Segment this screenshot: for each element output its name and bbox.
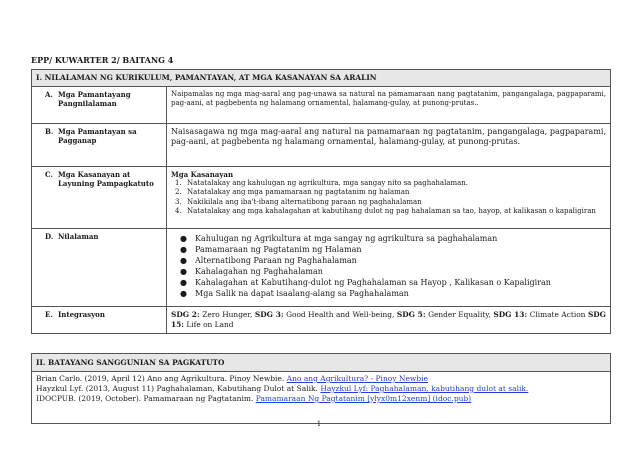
competency-item: 1. Natatalakay ang kahulugan ng agrikultura, mga sangay nito sa paghahalaman. — [175, 179, 469, 188]
row-c-letter: C. — [45, 170, 53, 179]
section-1-title: I. NILALAMAN NG KURIKULUM, PAMANTAYAN, AT MGA KASANAYAN SA ARALIN — [32, 70, 611, 87]
row-b-letter: B. — [45, 127, 54, 136]
sdg-name: Climate Action — [529, 310, 586, 319]
row-a-label-cell — [32, 87, 167, 124]
reference-item: IDOCPUB. (2019, October). Pamamaraan ng Pagtatanim. Pamamaraan Ng Pagtatanim [ylyx0m12xenm] (idoc.pub) — [36, 393, 472, 403]
references-cell — [32, 372, 611, 424]
references-row — [32, 372, 611, 424]
competency-item: 3. Nakikilala ang iba't-ibang alternatibong paraan ng paghahalaman — [175, 197, 422, 206]
content-item: ● Kahalagahan at Kabutihang-dulot ng Paghahalaman sa Hayop , Kalikasan o Kapaligiran — [180, 278, 551, 288]
reference-item: Hayzkul Lyf. (2013, August 11) Paghahalaman, Kabutihang Dulot at Salik. Hayzkul Lyf: Paghahalaman, kabutihang dulot at salik. — [36, 383, 529, 393]
sdg-name: Life on Land — [186, 319, 234, 329]
row-c-label-cell — [32, 167, 167, 229]
row-a-text: Naipamalas ng mga mag-aaral ang pag-unawa sa natural na pamamaraan nang pagtatanim, pangangalaga, pagpaparami, pag-aani, at pagbebenta ng halamang ornamental, halamang-gulay, at punong-prutas.. — [167, 87, 611, 124]
row-a-letter: A. — [45, 90, 53, 99]
competencies-heading: Mga Kasanayan — [171, 170, 234, 179]
reference-item: Brian Carlo. (2019, April 12) Ano ang Agrikultura. Pinoy Newbie. Ano ang Agrikultura? - Pinoy Newbie — [36, 374, 428, 383]
competency-item: 2. Natatalakay ang mga pamamaraan ng pagtatanim ng halaman — [175, 188, 410, 197]
sdg-name: Zero Hunger, — [202, 310, 253, 319]
sdg-code: SDG 13: — [493, 310, 528, 319]
section-2-header-row — [32, 354, 611, 372]
reference-link[interactable]: Hayzkul Lyf: Paghahalaman, kabutihang dulot at salik. — [320, 383, 529, 393]
row-b-label: Mga Pamantayan sa Pagganap — [58, 127, 137, 146]
page-header-title: EPP/ KUWARTER 2/ BAITANG 4 — [31, 55, 174, 65]
sdg-name: Good Health and Well-being, — [286, 310, 395, 319]
competencies-list — [171, 179, 606, 216]
reference-link[interactable]: Pamamaraan Ng Pagtatanim [ylyx0m12xenm] (idoc.pub) — [255, 393, 472, 403]
content-item: ● Pamamaraan ng Pagtatanim ng Halaman — [180, 245, 362, 255]
row-e — [32, 307, 611, 334]
row-c — [32, 167, 611, 229]
references-table — [31, 353, 611, 424]
row-e-letter: E. — [45, 310, 53, 319]
sdg-code: SDG 5: — [396, 310, 426, 319]
content-item: ● Alternatibong Paraan ng Paghahalaman — [180, 256, 357, 266]
content-list — [171, 232, 606, 299]
row-d-label-cell — [32, 229, 167, 307]
competency-item: 4. Natatalakay ang mga kahalagahan at kabutihang dulot ng pag hahalaman sa tao, hayop, at kalikasan o kapaligiran — [175, 206, 596, 215]
sdg-code: SDG 3: — [254, 310, 284, 319]
row-e-integration — [167, 307, 611, 334]
row-a — [32, 87, 611, 124]
row-d-label: Nilalaman — [58, 232, 99, 241]
content-item: ● Kahalagahan ng Paghahalaman — [180, 267, 323, 277]
content-item: ● Kahulugan ng Agrikultura at mga sangay ng agrikultura sa paghahalaman — [180, 234, 498, 243]
row-a-label: Mga Pamantayang Pangnilalaman — [58, 90, 131, 109]
row-b — [32, 124, 611, 167]
page-number: 1 — [316, 420, 322, 428]
sdg-code: SDG 15: — [171, 310, 606, 329]
row-c-label: Mga Kasanayan at Layuning Pampagkatuto — [58, 170, 154, 189]
reference-link[interactable]: Ano ang Agrikultura? - Pinoy Newbie — [286, 374, 428, 383]
curriculum-table — [31, 69, 611, 334]
row-d-content — [167, 229, 611, 307]
row-d-letter: D. — [45, 232, 54, 241]
row-d — [32, 229, 611, 307]
sdg-name: Gender Equality, — [428, 310, 491, 319]
section-2-title: II. BATAYANG SANGGUNIAN SA PAGKATUTO — [32, 354, 611, 372]
row-c-content — [167, 167, 611, 229]
sdg-code: SDG 2: — [171, 310, 200, 319]
row-b-label-cell — [32, 124, 167, 167]
row-e-label: Integrasyon — [58, 310, 105, 319]
row-e-label-cell — [32, 307, 167, 334]
content-item: ● Mga Salik na dapat isaalang-alang sa Paghahalaman — [180, 289, 409, 299]
row-b-text: Naisasagawa ng mga mag-aaral ang natural na pamamaraan ng pagtatanim, pangangalaga, pagpaparami, pag-aani, at pagbebenta ng halamang ornamental, halamang-gulay, at punong-prutas. — [167, 124, 611, 167]
section-1-header-row — [32, 70, 611, 87]
